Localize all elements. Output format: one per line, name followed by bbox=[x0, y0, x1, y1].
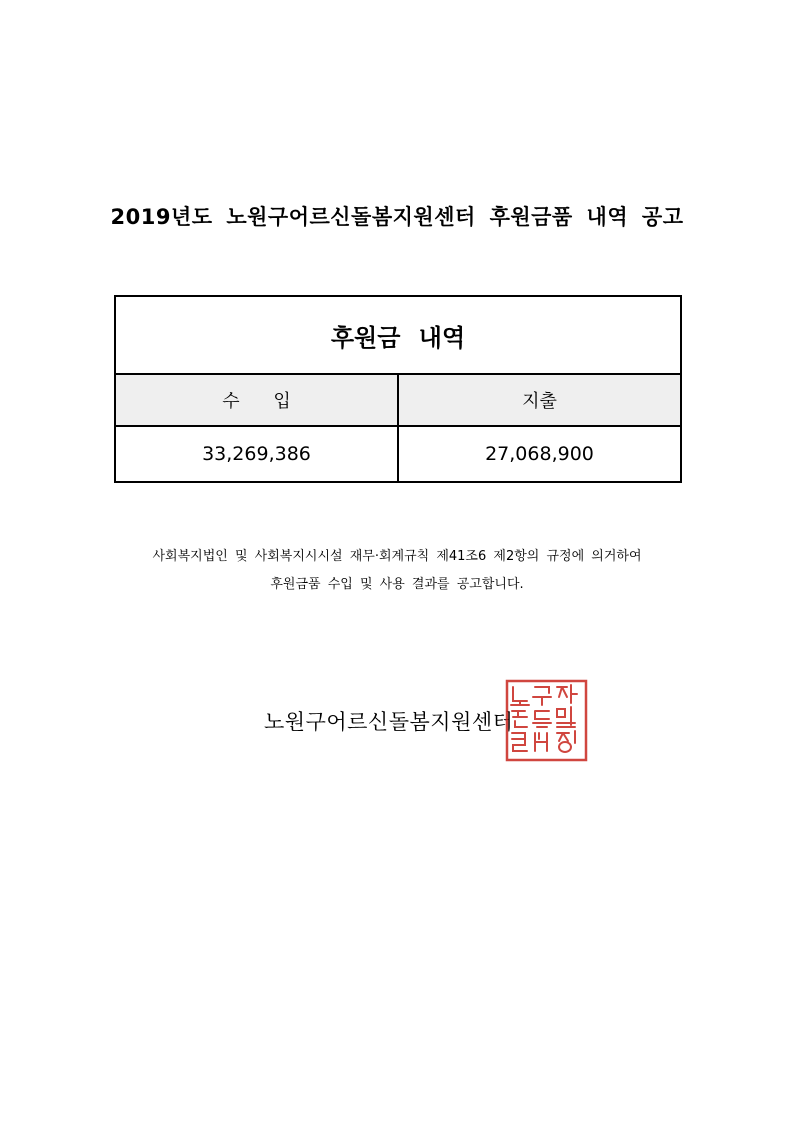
table-row bbox=[115, 426, 681, 482]
document-title: 2019년도 노원구어르신돌봄지원센터 후원금품 내역 공고 bbox=[110, 205, 684, 229]
income-amount: 33,269,386 bbox=[115, 426, 398, 482]
header-expenditure: 지출 bbox=[398, 374, 681, 426]
header-income: 수 입 bbox=[115, 374, 398, 426]
table-caption-row bbox=[115, 296, 681, 374]
organization-name: 노원구어르신돌봄지원센터 bbox=[264, 710, 514, 734]
table-caption: 후원금 내역 bbox=[115, 296, 681, 374]
table-header-row bbox=[115, 374, 681, 426]
expenditure-amount: 27,068,900 bbox=[398, 426, 681, 482]
donation-table bbox=[114, 295, 682, 483]
notice-line-1: 사회복지법인 및 사회복지시시설 재무·회계규칙 제41조6 제2항의 규정에 의거하여 bbox=[152, 549, 642, 564]
official-seal-icon bbox=[505, 679, 588, 762]
notice-line-2: 후원금품 수입 및 사용 결과를 공고합니다. bbox=[270, 577, 524, 592]
seal-characters bbox=[511, 685, 577, 752]
notice-text bbox=[0, 543, 794, 599]
